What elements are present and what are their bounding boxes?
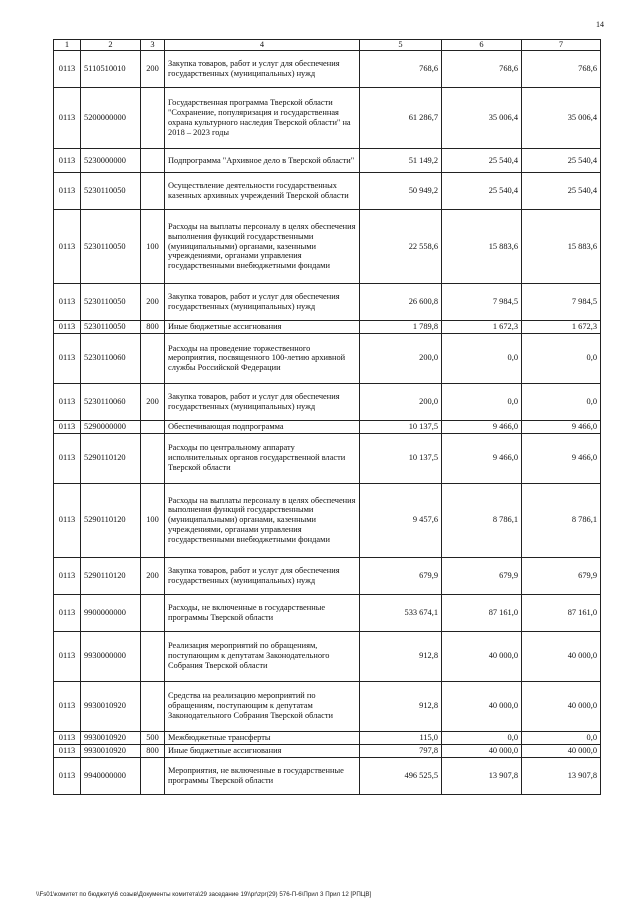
expense-type-cell: 200 [141,284,165,321]
expense-type-cell: 500 [141,731,165,744]
table-row [54,210,601,284]
amount-year1-cell: 912,8 [360,681,442,731]
description-cell: Закупка товаров, работ и услуг для обеспечения государственных (муниципальных) нужд [165,284,360,321]
amount-year2-cell: 13 907,8 [442,757,522,794]
expense-type-cell: 800 [141,321,165,334]
expense-type-cell: 100 [141,210,165,284]
header-cell: 2 [81,40,141,51]
amount-year1-cell: 61 286,7 [360,88,442,149]
section-code-cell: 0113 [54,594,81,631]
description-cell: Обеспечивающая подпрограмма [165,420,360,433]
amount-year1-cell: 200,0 [360,333,442,383]
section-code-cell: 0113 [54,744,81,757]
section-code-cell: 0113 [54,383,81,420]
amount-year3-cell: 40 000,0 [522,631,601,681]
footer-file-path: \\Fs01\комитет по бюджету\6 созыв\Документы комитета\29 заседание 19\\pr\zpr(29) 576-П-6\Прил 3 Прил 12 [РПЦВ] [36,891,372,898]
description-cell: Закупка товаров, работ и услуг для обеспечения государственных (муниципальных) нужд [165,557,360,594]
expense-type-cell [141,631,165,681]
target-code-cell: 5290110120 [81,483,141,557]
header-cell: 1 [54,40,81,51]
description-cell: Закупка товаров, работ и услуг для обеспечения государственных (муниципальных) нужд [165,51,360,88]
amount-year2-cell: 1 672,3 [442,321,522,334]
amount-year1-cell: 912,8 [360,631,442,681]
expense-type-cell: 200 [141,557,165,594]
amount-year1-cell: 200,0 [360,383,442,420]
section-code-cell: 0113 [54,757,81,794]
description-cell: Межбюджетные трансферты [165,731,360,744]
amount-year2-cell: 7 984,5 [442,284,522,321]
section-code-cell: 0113 [54,483,81,557]
target-code-cell: 9900000000 [81,594,141,631]
amount-year2-cell: 9 466,0 [442,433,522,483]
amount-year2-cell: 87 161,0 [442,594,522,631]
table-row [54,173,601,210]
table-row [54,321,601,334]
section-code-cell: 0113 [54,51,81,88]
description-cell: Расходы, не включенные в государственные программы Тверской области [165,594,360,631]
section-code-cell: 0113 [54,557,81,594]
target-code-cell: 9930010920 [81,731,141,744]
expense-type-cell [141,173,165,210]
amount-year2-cell: 25 540,4 [442,149,522,173]
target-code-cell: 5290110120 [81,433,141,483]
section-code-cell: 0113 [54,321,81,334]
section-code-cell: 0113 [54,731,81,744]
expense-type-cell: 800 [141,744,165,757]
target-code-cell: 5230110060 [81,333,141,383]
expense-type-cell [141,420,165,433]
table-row [54,631,601,681]
amount-year3-cell: 25 540,4 [522,173,601,210]
header-row [54,40,601,51]
expense-type-cell: 100 [141,483,165,557]
amount-year1-cell: 768,6 [360,51,442,88]
section-code-cell: 0113 [54,210,81,284]
table-row [54,744,601,757]
target-code-cell: 9930010920 [81,681,141,731]
table-row [54,681,601,731]
header-cell: 7 [522,40,601,51]
amount-year3-cell: 40 000,0 [522,681,601,731]
table-row [54,594,601,631]
amount-year3-cell: 9 466,0 [522,420,601,433]
target-code-cell: 5290000000 [81,420,141,433]
description-cell: Закупка товаров, работ и услуг для обеспечения государственных (муниципальных) нужд [165,383,360,420]
section-code-cell: 0113 [54,284,81,321]
amount-year3-cell: 0,0 [522,383,601,420]
table-row [54,149,601,173]
section-code-cell: 0113 [54,173,81,210]
amount-year3-cell: 8 786,1 [522,483,601,557]
amount-year2-cell: 0,0 [442,731,522,744]
table-row [54,284,601,321]
amount-year2-cell: 40 000,0 [442,681,522,731]
amount-year1-cell: 50 949,2 [360,173,442,210]
expense-type-cell [141,757,165,794]
target-code-cell: 5200000000 [81,88,141,149]
header-cell: 6 [442,40,522,51]
header-cell: 4 [165,40,360,51]
target-code-cell: 9940000000 [81,757,141,794]
amount-year3-cell: 1 672,3 [522,321,601,334]
amount-year3-cell: 768,6 [522,51,601,88]
expense-type-cell: 200 [141,51,165,88]
expense-type-cell [141,149,165,173]
target-code-cell: 5230110050 [81,321,141,334]
target-code-cell: 9930010920 [81,744,141,757]
amount-year3-cell: 9 466,0 [522,433,601,483]
section-code-cell: 0113 [54,681,81,731]
amount-year2-cell: 15 883,6 [442,210,522,284]
table-row [54,88,601,149]
amount-year1-cell: 533 674,1 [360,594,442,631]
expense-type-cell [141,681,165,731]
amount-year2-cell: 0,0 [442,383,522,420]
amount-year1-cell: 22 558,6 [360,210,442,284]
description-cell: Осуществление деятельности государственных казенных архивных учреждений Тверской области [165,173,360,210]
target-code-cell: 5230110050 [81,284,141,321]
expense-type-cell [141,88,165,149]
description-cell: Иные бюджетные ассигнования [165,321,360,334]
target-code-cell: 5110510010 [81,51,141,88]
budget-table [53,39,601,795]
amount-year2-cell: 768,6 [442,51,522,88]
amount-year1-cell: 26 600,8 [360,284,442,321]
amount-year2-cell: 679,9 [442,557,522,594]
description-cell: Подпрограмма "Архивное дело в Тверской области" [165,149,360,173]
amount-year3-cell: 679,9 [522,557,601,594]
amount-year1-cell: 10 137,5 [360,433,442,483]
table-row [54,731,601,744]
section-code-cell: 0113 [54,420,81,433]
expense-type-cell: 200 [141,383,165,420]
table-row [54,557,601,594]
amount-year1-cell: 797,8 [360,744,442,757]
description-cell: Расходы на выплаты персоналу в целях обеспечения выполнения функций государственными (муниципальными) органами, казенными учреждениями, органами управления государственными внебюджетными фондами [165,210,360,284]
table-row [54,333,601,383]
target-code-cell: 5230110050 [81,173,141,210]
section-code-cell: 0113 [54,88,81,149]
section-code-cell: 0113 [54,333,81,383]
amount-year3-cell: 0,0 [522,731,601,744]
amount-year3-cell: 7 984,5 [522,284,601,321]
target-code-cell: 9930000000 [81,631,141,681]
expense-type-cell [141,433,165,483]
page-number: 14 [596,20,604,29]
section-code-cell: 0113 [54,433,81,483]
amount-year1-cell: 51 149,2 [360,149,442,173]
table-row [54,433,601,483]
amount-year3-cell: 35 006,4 [522,88,601,149]
description-cell: Средства на реализацию мероприятий по обращениям, поступающим к депутатам Законодательного Собрания Тверской области [165,681,360,731]
amount-year2-cell: 0,0 [442,333,522,383]
description-cell: Расходы на проведение торжественного мероприятия, посвященного 100-летию архивной службы Российской Федерации [165,333,360,383]
amount-year3-cell: 0,0 [522,333,601,383]
header-cell: 5 [360,40,442,51]
amount-year1-cell: 9 457,6 [360,483,442,557]
table-row [54,51,601,88]
section-code-cell: 0113 [54,149,81,173]
description-cell: Расходы по центральному аппарату исполнительных органов государственной власти Тверской области [165,433,360,483]
table-row [54,757,601,794]
amount-year2-cell: 8 786,1 [442,483,522,557]
amount-year2-cell: 35 006,4 [442,88,522,149]
amount-year3-cell: 13 907,8 [522,757,601,794]
amount-year2-cell: 40 000,0 [442,631,522,681]
table-row [54,420,601,433]
expense-type-cell [141,594,165,631]
target-code-cell: 5290110120 [81,557,141,594]
table-row [54,483,601,557]
header-cell: 3 [141,40,165,51]
target-code-cell: 5230000000 [81,149,141,173]
section-code-cell: 0113 [54,631,81,681]
expense-type-cell [141,333,165,383]
target-code-cell: 5230110060 [81,383,141,420]
amount-year1-cell: 10 137,5 [360,420,442,433]
amount-year3-cell: 25 540,4 [522,149,601,173]
amount-year2-cell: 9 466,0 [442,420,522,433]
description-cell: Реализация мероприятий по обращениям, поступающим к депутатам Законодательного Собрания Тверской области [165,631,360,681]
amount-year1-cell: 679,9 [360,557,442,594]
amount-year3-cell: 87 161,0 [522,594,601,631]
table-row [54,383,601,420]
amount-year3-cell: 40 000,0 [522,744,601,757]
description-cell: Государственная программа Тверской области "Сохранение, популяризация и государственная охрана культурного наследия Тверской области" на 2018 – 2023 годы [165,88,360,149]
amount-year1-cell: 496 525,5 [360,757,442,794]
description-cell: Иные бюджетные ассигнования [165,744,360,757]
amount-year2-cell: 40 000,0 [442,744,522,757]
amount-year1-cell: 1 789,8 [360,321,442,334]
amount-year1-cell: 115,0 [360,731,442,744]
description-cell: Расходы на выплаты персоналу в целях обеспечения выполнения функций государственными (муниципальными) органами, казенными учреждениями, органами управления государственными внебюджетными фондами [165,483,360,557]
amount-year3-cell: 15 883,6 [522,210,601,284]
amount-year2-cell: 25 540,4 [442,173,522,210]
target-code-cell: 5230110050 [81,210,141,284]
description-cell: Мероприятия, не включенные в государственные программы Тверской области [165,757,360,794]
